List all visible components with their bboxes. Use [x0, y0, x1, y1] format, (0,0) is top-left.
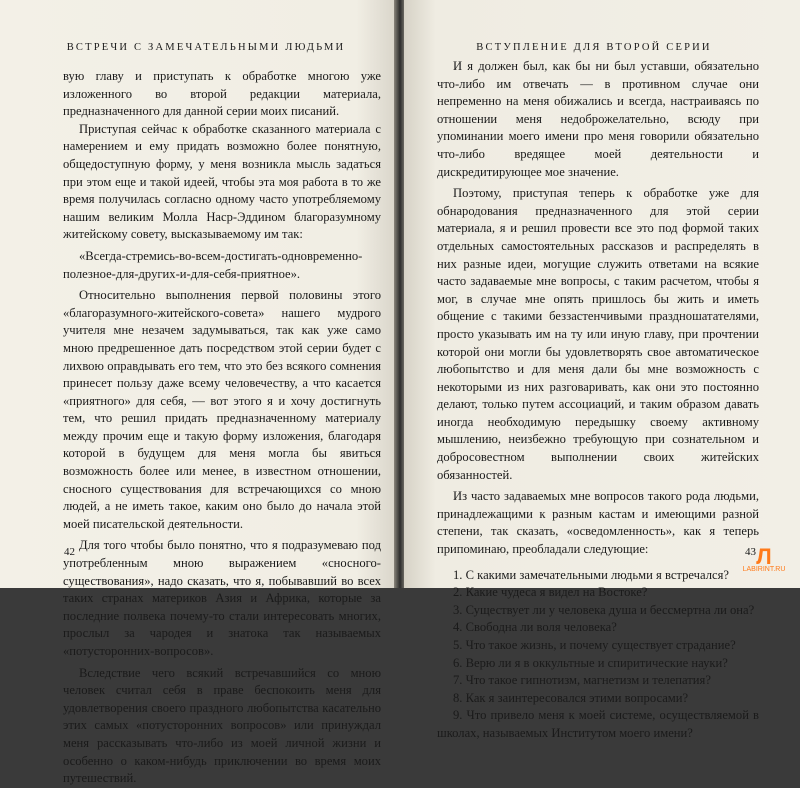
right-running-header: ВСТУПЛЕНИЕ ДЛЯ ВТОРОЙ СЕРИИ — [476, 42, 712, 53]
paragraph: вую главу и приступать к обработке многою уже изложенного во второй редакции материала, предназначенного для данной серии моих писаний. — [63, 69, 381, 119]
watermark-text: LABIRINT.RU — [742, 566, 786, 573]
list-item: 6. Верю ли я в оккультные и спиритические науки? — [453, 655, 728, 670]
left-running-header: ВСТРЕЧИ С ЗАМЕЧАТЕЛЬНЫМИ ЛЮДЬМИ — [66, 42, 346, 53]
watermark-logo-icon: Л — [756, 544, 772, 569]
list-item: 4. Свободна ли воля человека? — [453, 620, 617, 635]
paragraph: Из часто задаваемых мне вопросов такого рода людьми, принадлежащими к разным кастам и имеющими разной степени, так сказать, «осведомленность», как я теперь припоминаю, преобладали следующие: — [437, 489, 759, 557]
list-item: 8. Как я заинтересовался этими вопросами? — [453, 690, 689, 705]
list-item: 3. Существует ли у человека душа и бессмертна ли она? — [453, 602, 755, 617]
list-item: 7. Что такое гипнотизм, магнетизм и телепатия? — [453, 673, 711, 688]
right-page — [404, 0, 800, 740]
paragraph: Поэтому, приступая теперь к обработке уже для обнародования предназначенного для этой серии материала, я и решил провести все это под формой таких отдельных самостоятельных рассказов и распределять в них разные идеи, могущие служить ответами на всякие часто задаваемые мне вопросы, с таким расчетом, чтобы я мог, в случае мне опять пришлось бы жить и иметь общение с такими беззастенчивыми праздношатателями, просто указывать им на ту или иную главу, при прочтении которой они могли бы удовлетворять свое автоматическое любопытство и для меня дали бы мне возможность с некоторыми из них разговаривать, как они это постоянно делают, только путем ассоциаций, и таким образом давать иногда необходимую передышку своему активному мышлению, неизбежно требующую при сознательном и добросовестном выполнении своих житейских обязанностей. — [437, 186, 759, 482]
paragraph: Относительно выполнения первой половины этого «благоразумного-житейского-совета» нашего мудрого учителя мне незачем задумываться, так как уже само мною предрешенное дать посредством этой серии будет с лихвою оправдывать его тем, что это без всякого сомнения принесет пользу даже всему человечеству, а что касается «приятного» для себя, — вот этого я и хочу достигнуть тем, что решил придать предназначенному материалу между прочим еще и такую форму изложения, благодаря которой в будущем для меня могла бы явиться возможность более или менее, в известном отношении, сносного существования для встречающихся со мною людей, а не иметь такое, каким оно было до начала этой моей писательской деятельности. — [63, 288, 381, 531]
right-page-body — [437, 58, 759, 743]
left-page-body — [63, 68, 381, 788]
paragraph: «Всегда-стремись-во-всем-достигать-одновременно-полезное-для-других-и-для-себя-приятное». — [63, 248, 363, 281]
left-page — [0, 0, 396, 786]
paragraph: Вследствие чего всякий встречавшийся со мною человек считал себя в праве беспокоить меня для удовлетворения своего праздного любопытства касательно этих самых «потусторонних вопросов» или принуждал меня рассказывать что-либо из моей личной жизни и особенно о каком-нибудь приключении во время моих путешествий. — [63, 665, 381, 786]
paragraph: Приступая сейчас к обработке сказанного материала с намерением и ему придать возможно более понятную, общедоступную форму, у меня возникла мысль задаться при этом еще и такой идеей, чтобы эта моя работа в то же время получилась согласно одному часто употребляемому нашим великим Молла Наср-Эддином благоразумному житейскому совету, высказываемому им так: — [63, 121, 381, 242]
paragraph: И я должен был, как бы ни был уставши, обязательно что-либо им отвечать — в противном случае они непременно на меня обижались и всегда, настраиваясь по отношении меня недоброжелательно, всюду при упоминании моего имени про меня говорили обязательно что-либо вредящее моей деятельности и дискредитирующее мое значение. — [437, 59, 759, 179]
labirint-watermark — [742, 544, 786, 578]
left-page-number: 42 — [64, 546, 75, 558]
list-item: 2. Какие чудеса я видел на Востоке? — [453, 585, 648, 600]
paragraph: Для того чтобы было понятно, что я подразумеваю под употребленным мною выражением «сносного-существования», надо сказать, что я, побывавший во всех таких странах материков Азия и Африка, которые за последние полвека почему-то стали интересовать многих, прослыл за чародея и знатока так называемых «потусторонних-вопросов». — [63, 538, 381, 658]
list-item: 1. С какими замечательными людьми я встречался? — [453, 567, 729, 582]
right-page-number: 43 — [745, 546, 756, 558]
list-item: 9. Что привело меня к моей системе, осуществляемой в школах, называемых Институтом моего имени? — [437, 708, 759, 740]
question-list — [437, 567, 759, 743]
list-item: 5. Что такое жизнь, и почему существует страдание? — [453, 638, 736, 652]
